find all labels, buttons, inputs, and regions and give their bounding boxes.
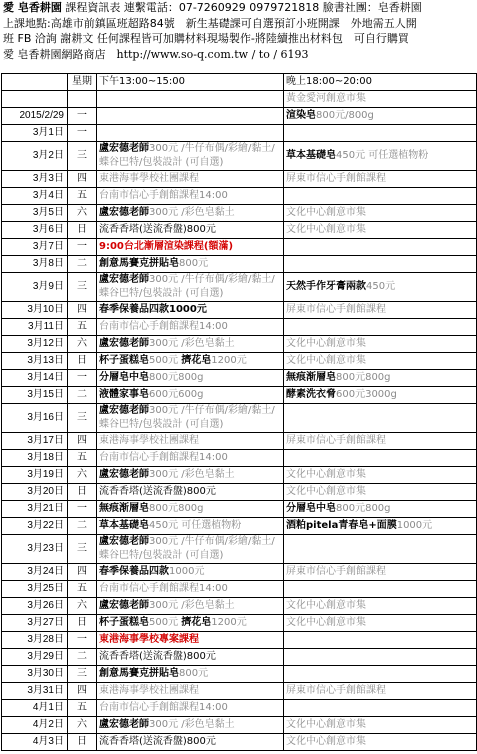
- date-cell: 3月26日: [2, 598, 68, 615]
- course-text: 杯子蛋糕皂: [99, 617, 149, 628]
- course-text: 1000元: [396, 520, 433, 531]
- afternoon-course-cell: [97, 450, 284, 467]
- weekday-cell: 五: [68, 700, 97, 717]
- afternoon-course-cell: [97, 598, 284, 615]
- course-text: 1200元: [211, 617, 247, 628]
- evening-course-cell: [284, 370, 477, 387]
- date-cell: 3月11日: [2, 319, 68, 336]
- weekday-cell: 日: [68, 353, 97, 370]
- afternoon-course-cell: [97, 205, 284, 222]
- course-text: 300元 /牛仔布偶/彩繪/黏土/蝶谷巴特/包裝設計 (可自選): [99, 536, 275, 561]
- table-row: [2, 188, 477, 205]
- evening-course-cell: [284, 336, 477, 353]
- afternoon-course-cell: [97, 319, 284, 336]
- weekday-cell: 六: [68, 598, 97, 615]
- header-line-3: 班 FB 洽詢 謝耕文 任何課程皆可加購材料現場製作-將陸續推出材料包 可自行購買: [3, 32, 409, 45]
- course-text: 分層皂中皂: [286, 503, 336, 514]
- course-text: 300元 /彩色皂黏土: [149, 207, 235, 218]
- date-cell: 3月10日: [2, 302, 68, 319]
- course-text: 盧宏德老師: [99, 405, 149, 416]
- date-cell: 3月28日: [2, 632, 68, 649]
- evening-course-cell: [284, 387, 477, 404]
- table-row: [2, 171, 477, 188]
- afternoon-course-cell: [97, 125, 284, 142]
- course-text: 300元 /彩色皂黏土: [149, 600, 235, 611]
- date-cell: 3月3日: [2, 171, 68, 188]
- table-row: [2, 142, 477, 171]
- evening-course-cell: [284, 598, 477, 615]
- afternoon-course-cell: [97, 370, 284, 387]
- course-text: 300元 /牛仔布偶/彩繪/黏土/蝶谷巴特/包裝設計 (可自選): [99, 405, 275, 430]
- header-line-4: 愛 皂香耕園網路商店 http://www.so-q.com.tw / to / 6193: [3, 47, 309, 61]
- evening-course-cell: [284, 484, 477, 501]
- table-header-row: [2, 74, 477, 91]
- table-row: [2, 564, 477, 581]
- afternoon-course-cell: [97, 700, 284, 717]
- table-row: [2, 535, 477, 564]
- course-text: 春季保養品四款: [99, 304, 169, 315]
- table-row: [2, 649, 477, 666]
- table-row: [2, 239, 477, 256]
- course-text: 800元/800g: [316, 110, 374, 121]
- afternoon-course-cell: [97, 171, 284, 188]
- course-text: 流香香塔(送流香盤)800元: [99, 736, 216, 747]
- date-cell: 3月27日: [2, 615, 68, 632]
- course-text: 文化中心創意市集: [286, 355, 366, 366]
- afternoon-course-cell: [97, 734, 284, 751]
- evening-course-cell: [284, 564, 477, 581]
- afternoon-course-cell: [97, 615, 284, 632]
- afternoon-course-cell: [97, 649, 284, 666]
- weekday-cell: 三: [68, 273, 97, 302]
- course-text: 東港海事學校社團課程: [99, 173, 199, 184]
- course-text: 盧宏德老師: [99, 600, 149, 611]
- afternoon-course-cell: [97, 683, 284, 700]
- afternoon-course-cell: [97, 535, 284, 564]
- afternoon-course-cell: [97, 632, 284, 649]
- course-text: 300元 /彩色皂黏土: [149, 338, 235, 349]
- contact-info: 課程資訊表 連繫電話：07-7260929 0979721818 臉書社團：皂香耕園: [65, 1, 422, 14]
- date-cell: 3月31日: [2, 683, 68, 700]
- table-row: [2, 467, 477, 484]
- evening-course-cell: [284, 205, 477, 222]
- date-cell: 2015/2/29: [2, 108, 68, 125]
- course-text: 600元600g: [149, 389, 204, 400]
- table-row: [2, 484, 477, 501]
- weekday-cell: 日: [68, 615, 97, 632]
- course-text: 無痕渐層皂: [99, 503, 149, 514]
- course-text: 文化中心創意市集: [286, 207, 366, 218]
- weekday-cell: 二: [68, 387, 97, 404]
- afternoon-course-cell: [97, 222, 284, 239]
- table-row: [2, 581, 477, 598]
- table-row: [2, 501, 477, 518]
- date-cell: 4月1日: [2, 700, 68, 717]
- weekday-cell: 二: [68, 256, 97, 273]
- afternoon-course-cell: [97, 501, 284, 518]
- date-cell: 3月22日: [2, 518, 68, 535]
- afternoon-course-cell: [97, 353, 284, 370]
- weekday-cell: 四: [68, 171, 97, 188]
- course-text: 屏東市信心手創館課程: [286, 304, 386, 315]
- evening-course-cell: [284, 615, 477, 632]
- course-text: 300元 /彩色皂黏土: [149, 469, 235, 480]
- evening-course-cell: [284, 108, 477, 125]
- evening-course-cell: [284, 188, 477, 205]
- course-text: 300元 /牛仔布偶/彩繪/黏土/蝶谷巴特/包裝設計 (可自選): [99, 143, 275, 168]
- course-text: 盧宏德老師: [99, 274, 149, 285]
- course-text: 流香香塔(送流香盤)800元: [99, 486, 216, 497]
- course-text: 東港海事學校社團課程: [99, 685, 199, 696]
- table-row: [2, 370, 477, 387]
- course-schedule-table: [1, 73, 477, 751]
- date-cell: 3月17日: [2, 433, 68, 450]
- course-text: 盧宏德老師: [99, 207, 149, 218]
- course-text: 800元800g: [336, 372, 391, 383]
- afternoon-course-cell: [97, 142, 284, 171]
- evening-course-cell: [284, 353, 477, 370]
- header-line-1: [0, 0, 477, 16]
- course-text: 文化中心創意市集: [286, 736, 366, 747]
- brand-name: 愛 皂香耕園: [3, 1, 62, 14]
- header-evening: 晚上18:00~20:00: [284, 74, 477, 91]
- evening-course-cell: [284, 239, 477, 256]
- date-cell: 3月9日: [2, 273, 68, 302]
- table-row: [2, 222, 477, 239]
- date-cell: 3月1日: [2, 125, 68, 142]
- evening-course-cell: [284, 256, 477, 273]
- weekday-cell: 六: [68, 467, 97, 484]
- date-cell: 4月3日: [2, 734, 68, 751]
- weekday-cell: 四: [68, 302, 97, 319]
- course-text: 台南市信心手創館課程14:00: [99, 321, 228, 332]
- date-cell: 3月6日: [2, 222, 68, 239]
- weekday-cell: 一: [68, 632, 97, 649]
- course-text: 台南市信心手創館課程14:00: [99, 452, 228, 463]
- evening-course-cell: [284, 142, 477, 171]
- course-text: 600元3000g: [336, 389, 397, 400]
- course-text: 屏東市信心手創館課程: [286, 566, 386, 577]
- afternoon-course-cell: [97, 467, 284, 484]
- course-text: 流香香塔(送流香盤)800元: [99, 224, 216, 235]
- course-text: 盧宏德老師: [99, 338, 149, 349]
- afternoon-course-cell: [97, 387, 284, 404]
- evening-course-cell: [284, 467, 477, 484]
- afternoon-course-cell: [97, 336, 284, 353]
- table-row: [2, 734, 477, 751]
- date-cell: 3月24日: [2, 564, 68, 581]
- course-text: 500元: [149, 355, 182, 366]
- header-line-2: 上課地點:高雄市前鎮區班超路84號 新生基礎課可自選預訂小班開課 外地需五人開: [3, 16, 417, 30]
- afternoon-course-cell: [97, 239, 284, 256]
- date-cell: 3月13日: [2, 353, 68, 370]
- course-text: 屏東市信心手創館課程: [286, 173, 386, 184]
- course-text: 酵素洗衣脅: [286, 389, 336, 400]
- course-text: 文化中心創意市集: [286, 486, 366, 497]
- date-cell: 3月14日: [2, 370, 68, 387]
- course-text: 800元800g: [336, 503, 391, 514]
- weekday-cell: 一: [68, 125, 97, 142]
- evening-course-cell: [284, 404, 477, 433]
- table-row: [2, 518, 477, 535]
- date-cell: 3月29日: [2, 649, 68, 666]
- course-text: 文化中心創意市集: [286, 469, 366, 480]
- course-text: 東港海事學校專案課程: [99, 634, 199, 645]
- evening-course-cell: [284, 518, 477, 535]
- course-text: 酒粕pitela青春皂+面膜: [286, 520, 397, 531]
- date-cell: [2, 91, 68, 108]
- table-row: [2, 700, 477, 717]
- course-text: 渲染皂: [286, 110, 316, 121]
- table-row: [2, 125, 477, 142]
- header-date: [2, 74, 68, 91]
- date-cell: 3月19日: [2, 467, 68, 484]
- afternoon-course-cell: [97, 518, 284, 535]
- date-cell: 3月4日: [2, 188, 68, 205]
- table-row: [2, 336, 477, 353]
- date-cell: 3月12日: [2, 336, 68, 353]
- date-cell: 3月7日: [2, 239, 68, 256]
- evening-course-cell: [284, 700, 477, 717]
- table-row: [2, 108, 477, 125]
- course-text: 盧宏德老師: [99, 719, 149, 730]
- course-text: 300元 /牛仔布偶/彩繪/黏土/蝶谷巴特/包裝設計 (可自選): [99, 274, 275, 299]
- evening-course-cell: [284, 632, 477, 649]
- course-text: 800元800g: [149, 503, 204, 514]
- course-text: 文化中心創意市集: [286, 617, 366, 628]
- schedule-header: [0, 0, 477, 62]
- course-text: 盧宏德老師: [99, 536, 149, 547]
- course-text: 屏東市信心手創館課程: [286, 435, 386, 446]
- date-cell: 3月30日: [2, 666, 68, 683]
- table-row: [2, 404, 477, 433]
- table-row: [2, 717, 477, 734]
- weekday-cell: 一: [68, 239, 97, 256]
- date-cell: 3月21日: [2, 501, 68, 518]
- evening-course-cell: [284, 171, 477, 188]
- afternoon-course-cell: [97, 564, 284, 581]
- table-row: [2, 450, 477, 467]
- afternoon-course-cell: [97, 581, 284, 598]
- date-cell: 3月15日: [2, 387, 68, 404]
- evening-course-cell: [284, 717, 477, 734]
- table-row: [2, 205, 477, 222]
- date-cell: 3月25日: [2, 581, 68, 598]
- evening-course-cell: [284, 581, 477, 598]
- evening-course-cell: [284, 535, 477, 564]
- course-text: 擠花皂: [181, 355, 212, 366]
- weekday-cell: 三: [68, 142, 97, 171]
- table-row: [2, 387, 477, 404]
- table-row: [2, 319, 477, 336]
- evening-course-cell: [284, 433, 477, 450]
- afternoon-course-cell: [97, 188, 284, 205]
- course-text: 文化中心創意市集: [286, 719, 366, 730]
- table-row: [2, 273, 477, 302]
- evening-course-cell: [284, 319, 477, 336]
- weekday-cell: 五: [68, 188, 97, 205]
- weekday-cell: 三: [68, 404, 97, 433]
- date-cell: 3月8日: [2, 256, 68, 273]
- date-cell: 3月16日: [2, 404, 68, 433]
- evening-course-cell: [284, 222, 477, 239]
- course-text: 擠花皂: [181, 617, 212, 628]
- table-row: [2, 433, 477, 450]
- table-row: [2, 353, 477, 370]
- course-text: 創意馬賽克拼貼皂: [99, 668, 179, 679]
- date-cell: 3月18日: [2, 450, 68, 467]
- weekday-cell: 三: [68, 666, 97, 683]
- course-text: 草本基礎皂: [286, 150, 336, 161]
- table-row: [2, 683, 477, 700]
- course-text: 盧宏德老師: [99, 469, 149, 480]
- weekday-cell: 日: [68, 484, 97, 501]
- course-text: 東港海事學校社團課程: [99, 435, 199, 446]
- weekday-cell: 四: [68, 564, 97, 581]
- afternoon-course-cell: [97, 302, 284, 319]
- table-row: [2, 598, 477, 615]
- weekday-cell: [68, 91, 97, 108]
- date-cell: 3月20日: [2, 484, 68, 501]
- weekday-cell: 二: [68, 518, 97, 535]
- afternoon-course-cell: [97, 404, 284, 433]
- course-text: 1200元: [211, 355, 247, 366]
- weekday-cell: 一: [68, 501, 97, 518]
- weekday-cell: 日: [68, 222, 97, 239]
- evening-course-cell: [284, 273, 477, 302]
- weekday-cell: 四: [68, 683, 97, 700]
- course-text: 800元800g: [149, 372, 204, 383]
- table-row: [2, 615, 477, 632]
- weekday-cell: 五: [68, 319, 97, 336]
- course-text: 9:00台北漸層渲染課程(額滿): [99, 241, 234, 252]
- afternoon-course-cell: [97, 717, 284, 734]
- afternoon-course-cell: [97, 91, 284, 108]
- course-text: 草本基礎皂: [99, 520, 149, 531]
- table-row: [2, 302, 477, 319]
- header-afternoon: 下午13:00~15:00: [97, 74, 284, 91]
- course-text: 分層皂中皂: [99, 372, 149, 383]
- course-text: 文化中心創意市集: [286, 338, 366, 349]
- afternoon-course-cell: [97, 273, 284, 302]
- course-text: 黃金愛河創意市集: [286, 93, 366, 104]
- course-text: 流香香塔(送流香盤)800元: [99, 651, 216, 662]
- weekday-cell: 一: [68, 370, 97, 387]
- weekday-cell: 二: [68, 649, 97, 666]
- course-text: 創意馬賽克拼貼皂: [99, 258, 179, 269]
- weekday-cell: 日: [68, 734, 97, 751]
- table-row: [2, 256, 477, 273]
- evening-course-cell: [284, 450, 477, 467]
- table-row: [2, 91, 477, 108]
- afternoon-course-cell: [97, 108, 284, 125]
- evening-course-cell: [284, 302, 477, 319]
- course-text: 450元 可任選植物粉: [149, 520, 242, 531]
- evening-course-cell: [284, 649, 477, 666]
- course-text: 杯子蛋糕皂: [99, 355, 149, 366]
- course-text: 1000元: [169, 304, 207, 315]
- course-text: 文化中心創意市集: [286, 600, 366, 611]
- course-text: 液體家事皂: [99, 389, 149, 400]
- course-text: 800元: [179, 258, 209, 269]
- course-text: 台南市信心手創館課程14:00: [99, 702, 228, 713]
- afternoon-course-cell: [97, 433, 284, 450]
- course-text: 台南市信心手創館課程14:00: [99, 190, 228, 201]
- weekday-cell: 一: [68, 108, 97, 125]
- weekday-cell: 六: [68, 336, 97, 353]
- evening-course-cell: [284, 125, 477, 142]
- course-text: 天然手作牙膏兩款: [286, 281, 366, 292]
- header-weekday: 星期: [68, 74, 97, 91]
- evening-course-cell: [284, 501, 477, 518]
- course-text: 500元: [149, 617, 182, 628]
- date-cell: 3月5日: [2, 205, 68, 222]
- course-text: 800元: [179, 668, 209, 679]
- afternoon-course-cell: [97, 666, 284, 683]
- date-cell: 4月2日: [2, 717, 68, 734]
- course-text: 盧宏德老師: [99, 143, 149, 154]
- course-text: 300元 /彩色皂黏土: [149, 719, 235, 730]
- course-text: 春季保養品四款: [99, 566, 169, 577]
- afternoon-course-cell: [97, 484, 284, 501]
- weekday-cell: 四: [68, 433, 97, 450]
- weekday-cell: 三: [68, 535, 97, 564]
- afternoon-course-cell: [97, 256, 284, 273]
- date-cell: 3月2日: [2, 142, 68, 171]
- course-text: 無痕渐層皂: [286, 372, 336, 383]
- date-cell: 3月23日: [2, 535, 68, 564]
- course-text: 1000元: [169, 566, 205, 577]
- evening-course-cell: [284, 91, 477, 108]
- evening-course-cell: [284, 734, 477, 751]
- weekday-cell: 五: [68, 581, 97, 598]
- table-row: [2, 666, 477, 683]
- evening-course-cell: [284, 666, 477, 683]
- weekday-cell: 六: [68, 205, 97, 222]
- evening-course-cell: [284, 683, 477, 700]
- weekday-cell: 六: [68, 717, 97, 734]
- course-text: 文化中心創意市集: [286, 224, 366, 235]
- course-text: 台南市信心手創館課程14:00: [99, 583, 228, 594]
- course-text: 450元 可任選植物粉: [336, 150, 429, 161]
- weekday-cell: 五: [68, 450, 97, 467]
- table-row: [2, 632, 477, 649]
- course-text: 450元: [366, 281, 396, 292]
- course-text: 屏東市信心手創館課程: [286, 685, 386, 696]
